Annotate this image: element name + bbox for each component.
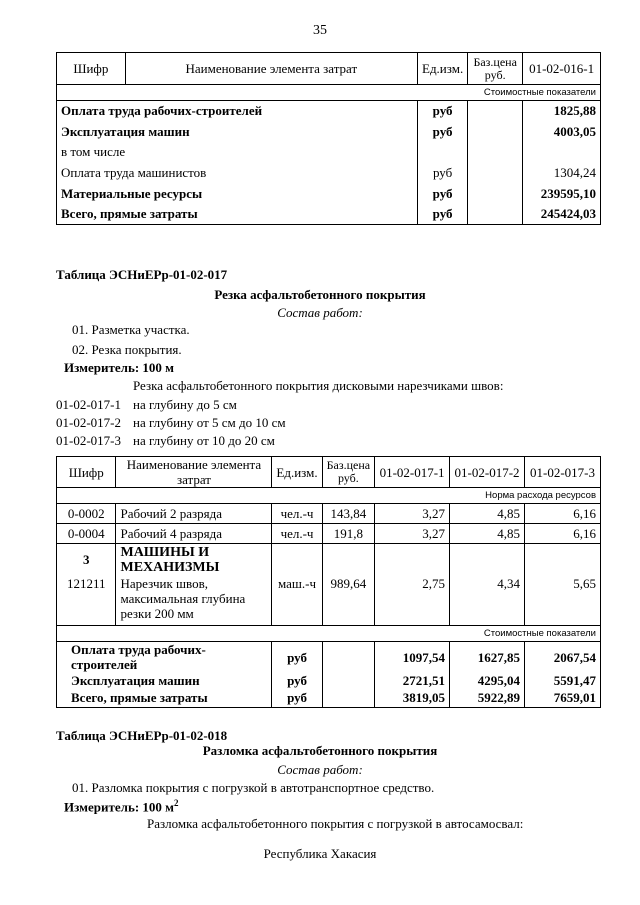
row-name: Эксплуатация машин xyxy=(57,121,418,142)
header-name: Наименование элемента затрат xyxy=(116,457,272,488)
row-name: Всего, прямые затраты xyxy=(57,204,418,225)
work-item: 01. Разломка покрытия с погрузкой в автотранспортное средство. xyxy=(72,780,435,795)
header-base-price: Баз.цена руб. xyxy=(468,53,523,85)
header-code: Шифр xyxy=(57,53,126,85)
header-unit: Ед.изм. xyxy=(418,53,468,85)
work-item: 02. Резка покрытия. xyxy=(72,342,182,357)
row-name: Оплата труда рабочих-строителей xyxy=(57,101,418,121)
section-title-018: Разломка асфальтобетонного покрытия xyxy=(202,743,438,758)
page-number: 35 xyxy=(313,23,327,38)
header-col: 01-02-016-1 xyxy=(523,53,601,85)
header-code: Шифр xyxy=(57,457,116,488)
header-unit: Ед.изм. xyxy=(272,457,322,488)
composition-label: Состав работ: xyxy=(277,762,363,777)
work-item: 01. Разметка участка. xyxy=(72,322,190,337)
variant-text: на глубину до 5 см xyxy=(133,397,237,412)
composition-label: Состав работ: xyxy=(277,305,363,320)
row-name: Материальные ресурсы xyxy=(57,183,418,204)
meter: Измеритель: 100 $м^2$ xyxy=(64,798,179,815)
description: Резка асфальтобетонного покрытия дисковыми нарезчиками швов: xyxy=(133,378,504,393)
resource-table-017: Шифр Наименование элемента затрат Ед.изм. Баз.цена руб. 01-02-017-1 01-02-017-2 01-02-017-3 Норма расхода ресурсов 0-0002 Рабочий 2 разряда чел.-ч 143,84 3,27 4,85 6,16 0-0004 Рабочий 4 разряда чел.-ч 191,8 3,27 4,85 6,16 3 МАШИНЫ И МЕХАНИЗМЫ 121211 Нарезчик швов, максимальная глубина резки 200 мм маш.-ч 989,64 2,75 4,34 5,65 Стоимостные показатели Оплата труда рабочих-строителей руб 1097,54 1627,85 2067,54 Эксплуатация машин руб 2721,51 4295,04 5591,47 Всего, прямые затраты руб 3819,05 5922,89 7659,01 xyxy=(56,456,601,708)
cost-table-016: Шифр Наименование элемента затрат Ед.изм. Баз.цена руб. 01-02-016-1 Стоимостные показатели Оплата труда рабочих-строителей руб 1825,88 Эксплуатация машин руб 4003,05 в том числе Оплата труда машинистов руб 1304,24 Материальные ресурсы руб 239595,10 Всего, прямые затраты руб 245424,03 xyxy=(56,52,601,225)
variant-code: 01-02-017-2 xyxy=(56,415,121,430)
section-norm: Норма расхода ресурсов xyxy=(57,488,601,504)
header-col: 01-02-017-1 xyxy=(375,457,450,488)
table-label-017: Таблица ЭСНиЕРр-01-02-017 xyxy=(56,267,228,282)
meter: Измеритель: 100 м xyxy=(64,360,175,375)
header-col: 01-02-017-3 xyxy=(525,457,601,488)
machines-heading: МАШИНЫ И МЕХАНИЗМЫ xyxy=(116,544,272,576)
meter-exponent: 2 xyxy=(174,798,179,808)
variant-code: 01-02-017-3 xyxy=(56,433,121,448)
header-name: Наименование элемента затрат xyxy=(125,53,417,85)
section-cost: Стоимостные показатели xyxy=(57,626,601,642)
description: Разломка асфальтобетонного покрытия с погрузкой в автосамосвал: xyxy=(147,816,524,831)
variant-text: на глубину от 10 до 20 см xyxy=(133,433,275,448)
row-name: в том числе xyxy=(57,142,418,162)
section-cost: Стоимостные показатели xyxy=(57,85,601,101)
variant-text: на глубину от 5 см до 10 см xyxy=(133,415,286,430)
variant-code: 01-02-017-1 xyxy=(56,397,121,412)
footer: Республика Хакасия xyxy=(263,846,377,861)
header-col: 01-02-017-2 xyxy=(450,457,525,488)
section-title-017: Резка асфальтобетонного покрытия xyxy=(214,287,426,302)
table-label-018: Таблица ЭСНиЕРр-01-02-018 xyxy=(56,728,228,743)
row-name: Оплата труда машинистов xyxy=(57,162,418,183)
header-base-price: Баз.цена руб. xyxy=(322,457,374,488)
